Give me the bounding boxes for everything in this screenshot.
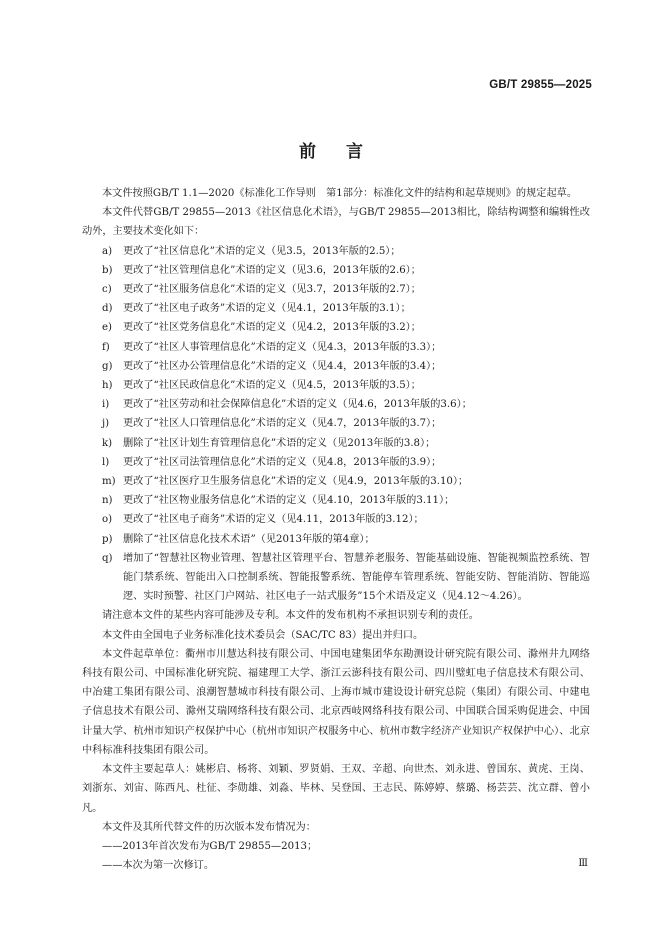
change-item (82, 338, 590, 357)
paragraph: 本文件按照GB/T 1.1—2020《标准化工作导则 第1部分：标准化文件的结构和起草规则》的规定起草。 (102, 188, 578, 199)
change-item (82, 472, 590, 491)
change-item (82, 376, 590, 395)
change-marker: f) (102, 341, 110, 353)
change-text: 更改了“社区服务信息化”术语的定义（见3.7，2013年版的2.7）； (123, 284, 421, 296)
change-item (82, 261, 590, 280)
change-text: 更改了“社区办公管理信息化”术语的定义（见4.4，2013年版的3.4）； (123, 360, 442, 372)
change-marker: c) (102, 284, 112, 296)
change-text: 更改了“社区物业服务信息化”术语的定义（见4.10，2013年版的3.11）； (123, 495, 455, 507)
change-item (82, 414, 590, 433)
change-marker: p) (102, 533, 113, 545)
history-item: ——本次为第一次修订。 (102, 860, 215, 872)
change-item (82, 318, 590, 337)
history-item: ——2013年首次发布为GB/T 29855—2013； (102, 840, 318, 852)
page-title: 前言 (299, 142, 393, 162)
change-item (82, 453, 590, 472)
change-marker: h) (102, 380, 113, 392)
change-item (82, 357, 590, 376)
change-marker: a) (102, 245, 113, 257)
change-text: 更改了“社区党务信息化”术语的定义（见4.2，2013年版的3.2）； (123, 322, 421, 334)
change-text: 删除了“社区计划生育管理信息化”术语的定义（见2013年版的3.8）； (123, 437, 436, 449)
change-item (82, 280, 590, 299)
change-text: 更改了“社区民政信息化”术语的定义（见4.5，2013年版的3.5）； (123, 380, 421, 392)
foreword-body (82, 184, 590, 875)
change-marker: i) (102, 399, 110, 411)
change-text: 增加了“智慧社区物业管理、智慧社区管理平台、智慧养老服务、智能基础设施、智能视频监控系统、智能门禁系统、智能出入口控制系统、智能报警系统、智能停车管理系统、智能安防、智能消防、智能巡逻、实时预警、社区门户网站、社区电子一站式服务”15个术语及定义（见4.12～4.26）。 (123, 552, 590, 603)
change-marker: b) (102, 264, 113, 276)
change-item (82, 510, 590, 529)
change-item (82, 434, 590, 453)
paragraph: 本文件起草单位：衢州市川慧达科技有限公司、中国电建集团华东勘测设计研究院有限公司、滁州井九网络科技有限公司、中国标准化研究院、福建理工大学、浙江云澎科技有限公司、四川璧虹电子信息技术有限公司、中冶建工集团有限公司、浪潮智慧城市科技有限公司、上海市城市建设设计研究总院（集团）有限公司、中建电子信息技术有限公司、滁州艾瑞网络科技有限公司、北京西岐网络科技有限公司、中国联合国采购促进会、中国计量大学、杭州市知识产权保护中心（杭州市知识产权服务中心、杭州市数字经济产业知识产权保护中心）、北京中科标准科技集团有限公司。 (82, 648, 590, 756)
change-marker: l) (102, 456, 110, 468)
change-marker: n) (102, 495, 113, 507)
change-marker: j) (102, 418, 110, 430)
change-text: 更改了“社区人口管理信息化”术语的定义（见4.7，2013年版的3.7）； (123, 418, 442, 430)
change-marker: q) (102, 552, 113, 564)
paragraph: 请注意本文件的某些内容可能涉及专利。本文件的发布机构不承担识别专利的责任。 (102, 610, 479, 622)
paragraph: 本文件及其所代替文件的历次版本发布情况为： (102, 821, 316, 833)
standard-code: GB/T 29855—2025 (489, 79, 592, 91)
change-marker: g) (102, 360, 113, 372)
change-text: 更改了“社区电子商务”术语的定义（见4.11，2013年版的3.12）； (123, 514, 424, 526)
change-item (82, 491, 590, 510)
change-text: 更改了“社区医疗卫生服务信息化”术语的定义（见4.9，2013年版的3.10）； (123, 476, 469, 488)
change-item (82, 395, 590, 414)
change-item (82, 299, 590, 318)
paragraph: 本文件由全国电子业务标准化技术委员会（SAC/TC 83）提出并归口。 (102, 629, 424, 641)
change-marker: d) (102, 303, 113, 315)
change-text: 更改了“社区人事管理信息化”术语的定义（见4.3，2013年版的3.3）； (123, 341, 442, 353)
paragraph: 本文件主要起草人：姚彬启、杨将、刘颖、罗贤娟、王双、辛超、向世杰、刘永进、曾国东、黄虎、王岗、刘浙东、刘宙、陈西凡、杜征、李勋雄、刘淼、毕林、吴登国、王志民、陈婷婷、蔡璐、杨芸芸、沈立群、曾小凡。 (82, 764, 590, 814)
page-number: Ⅲ (578, 858, 588, 869)
change-marker: m) (102, 476, 116, 488)
change-text: 更改了“社区电子政务”术语的定义（见4.1，2013年版的3.1）； (123, 303, 411, 315)
change-text: 更改了“社区司法管理信息化”术语的定义（见4.8，2013年版的3.9）； (123, 456, 442, 468)
change-text: 更改了“社区信息化”术语的定义（见3.5，2013年版的2.5）； (123, 245, 401, 257)
change-text: 更改了“社区劳动和社会保障信息化”术语的定义（见4.6，2013年版的3.6）； (123, 399, 472, 411)
changes-list (82, 242, 590, 607)
change-text: 更改了“社区管理信息化”术语的定义（见3.6，2013年版的2.6）； (123, 264, 421, 276)
change-item (82, 530, 590, 549)
change-text: 删除了“社区信息化技术术语”（见2013年版的第4章）； (123, 533, 375, 545)
change-marker: e) (102, 322, 113, 334)
change-marker: k) (102, 437, 113, 449)
change-item (82, 242, 590, 261)
change-item (82, 549, 590, 607)
change-marker: o) (102, 514, 113, 526)
paragraph: 本文件代替GB/T 29855—2013《社区信息化术语》，与GB/T 29855—2013相比，除结构调整和编辑性改动外，主要技术变化如下： (82, 207, 590, 238)
